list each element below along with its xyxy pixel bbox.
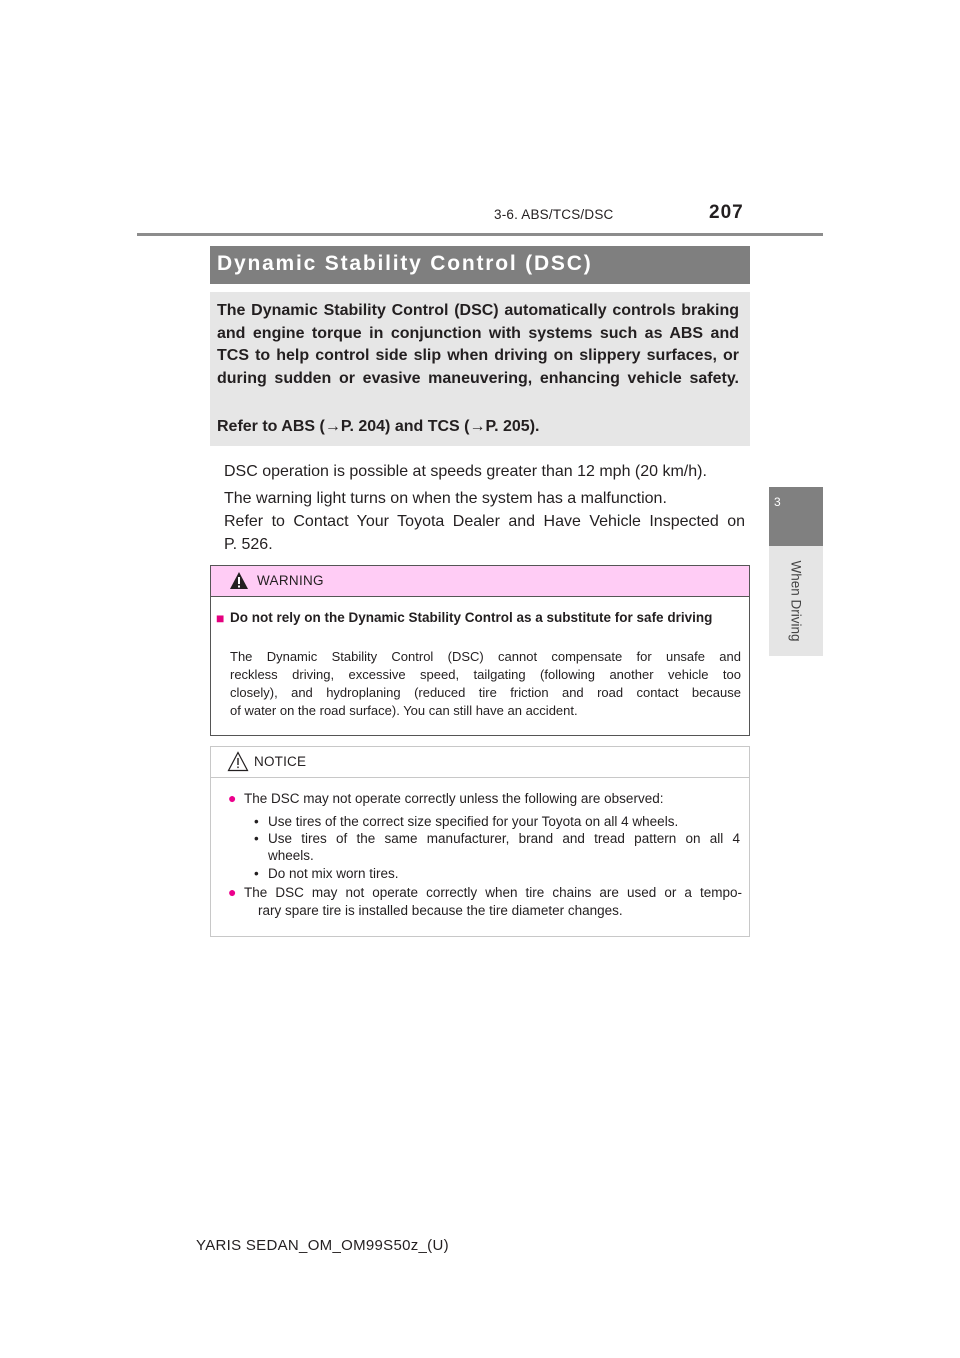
sub-bullet-icon: • [254, 814, 259, 829]
intro-reference [217, 416, 539, 439]
warning-body-line: of water on the road surface). You can still have an accident. [230, 703, 578, 718]
body-paragraph-speed: DSC operation is possible at speeds greater than 12 mph (20 km/h). [224, 463, 707, 480]
page-number: 207 [709, 202, 744, 223]
warning-title: WARNING [257, 573, 324, 588]
square-bullet-icon: ■ [216, 610, 225, 626]
chapter-number: 3 [774, 495, 781, 509]
round-bullet-icon: ● [228, 884, 237, 900]
round-bullet-icon: ● [228, 790, 237, 806]
body-paragraph-warning-light: The warning light turns on when the system has a malfunction. [224, 490, 667, 507]
caution-triangle-icon [227, 751, 249, 772]
warning-body [230, 648, 741, 720]
notice-header [211, 747, 749, 778]
warning-triangle-icon [229, 571, 249, 590]
notice-sub-2-line2: wheels. [268, 848, 314, 863]
notice-item-1: The DSC may not operate correctly unless the following are observed: [244, 791, 664, 806]
warning-header [211, 566, 749, 597]
header-rule [137, 233, 823, 236]
section-header: 3-6. ABS/TCS/DSC [494, 207, 614, 222]
notice-title: NOTICE [254, 754, 307, 769]
ref-abs-link[interactable]: P. 204) and TCS ( [340, 418, 470, 435]
arrow-right-icon: → [324, 418, 341, 435]
body-paragraph-refer-line2[interactable]: P. 526. [224, 536, 273, 553]
notice-sub-2-line1: Use tires of the same manufacturer, brand and tread pattern on all 4 [268, 831, 740, 846]
warning-box [210, 565, 750, 736]
intro-box [210, 292, 750, 446]
ref-prefix: Refer to ABS ( [217, 418, 325, 435]
intro-paragraph: The Dynamic Stability Control (DSC) automatically controls braking and engine torque in conjunction with systems such as ABS and TCS to help control side slip when driving on slippery surfaces, or during sudden or evasive maneuvering, enhancing vehicle safety. [217, 302, 739, 387]
chapter-label: When Driving [788, 560, 804, 642]
body-paragraph-refer-line1: Refer to Contact Your Toyota Dealer and Have Vehicle Inspected on [224, 513, 745, 530]
section-title-bar [210, 246, 750, 284]
notice-item-2-line2: rary spare tire is installed because the tire diameter changes. [258, 903, 623, 918]
notice-box [210, 746, 750, 937]
warning-heading: Do not rely on the Dynamic Stability Control as a substitute for safe driving [230, 610, 713, 625]
section-title: Dynamic Stability Control (DSC) [217, 252, 593, 275]
warning-body-line: The Dynamic Stability Control (DSC) cannot compensate for unsafe and [230, 649, 741, 664]
arrow-right-icon: → [469, 418, 486, 435]
sub-bullet-icon: • [254, 831, 259, 846]
notice-item-2-line1: The DSC may not operate correctly when tire chains are used or a tempo- [244, 885, 742, 900]
warning-body-line: reckless driving, excessive speed, tailgating (following another vehicle too [230, 667, 741, 682]
document-id: YARIS SEDAN_OM_OM99S50z_(U) [196, 1237, 449, 1254]
warning-body-line: closely), and hydroplaning (reduced tire friction and road contact because [230, 685, 741, 700]
ref-tcs-link[interactable]: P. 205). [485, 418, 540, 435]
notice-sub-1: Use tires of the correct size specified for your Toyota on all 4 wheels. [268, 814, 679, 829]
notice-sub-3: Do not mix worn tires. [268, 866, 399, 881]
sub-bullet-icon: • [254, 866, 259, 881]
